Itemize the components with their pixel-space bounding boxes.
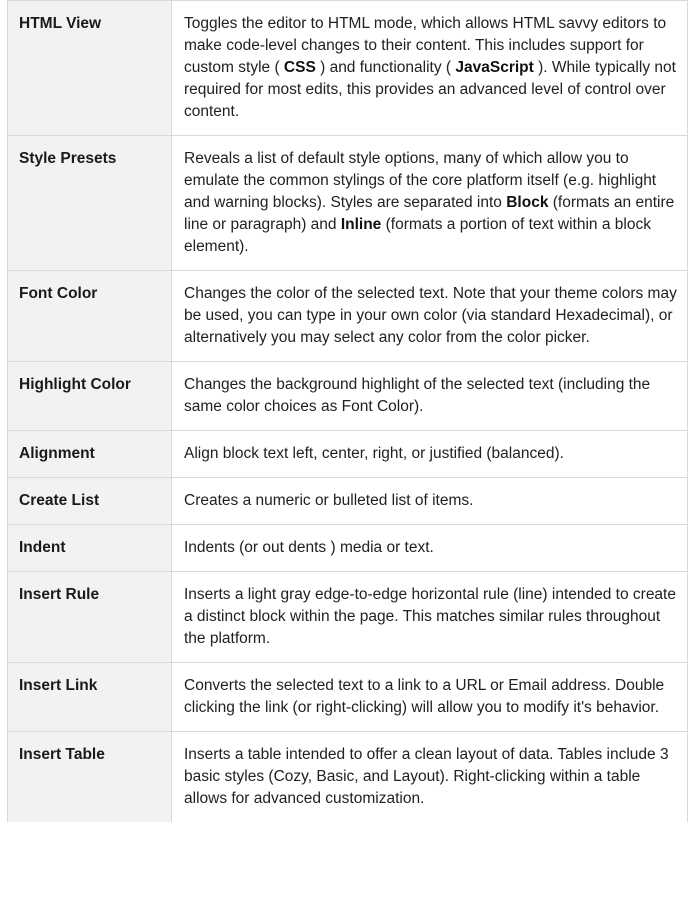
row-term: Alignment: [8, 431, 172, 478]
bold-term: CSS: [283, 59, 316, 76]
row-description: Inserts a light gray edge-to-edge horizontal rule (line) intended to create a distinct block within the page. This matches similar rules throughout the platform.: [172, 572, 688, 663]
table-row: [8, 732, 688, 823]
row-description: Converts the selected text to a link to a URL or Email address. Double clicking the link (or right-clicking) will allow you to modify it's behavior.: [172, 663, 688, 732]
row-description: Changes the background highlight of the selected text (including the same color choices as Font Color).: [172, 362, 688, 431]
bold-term: Inline: [340, 216, 382, 233]
row-term: HTML View: [8, 1, 172, 136]
row-description: Changes the color of the selected text. Note that your theme colors may be used, you can type in your own color (via standard Hexadecimal), or alternatively you may select any color from the color picker.: [172, 271, 688, 362]
row-term: Insert Table: [8, 732, 172, 823]
table-row: [8, 572, 688, 663]
row-term: Create List: [8, 478, 172, 525]
table-row: [8, 478, 688, 525]
row-term: Insert Rule: [8, 572, 172, 663]
row-term: Highlight Color: [8, 362, 172, 431]
feature-table: [7, 0, 688, 822]
row-description: Indents (or out dents ) media or text.: [172, 525, 688, 572]
row-description: Reveals a list of default style options, many of which allow you to emulate the common stylings of the core platform itself (e.g. highlight and warning blocks). Styles are separated into Block (formats an entire line or paragraph) and Inline (formats a portion of text within a block element).: [172, 136, 688, 271]
bold-term: JavaScript: [455, 59, 534, 76]
bold-term: Block: [506, 194, 549, 211]
table-row: [8, 663, 688, 732]
row-term: Style Presets: [8, 136, 172, 271]
row-term: Font Color: [8, 271, 172, 362]
row-description: Toggles the editor to HTML mode, which allows HTML savvy editors to make code-level changes to their content. This includes support for custom style ( CSS ) and functionality ( JavaScript ). While typically not required for most edits, this provides an advanced level of control over content.: [172, 1, 688, 136]
table-row: [8, 271, 688, 362]
row-term: Insert Link: [8, 663, 172, 732]
table-row: [8, 1, 688, 136]
row-term: Indent: [8, 525, 172, 572]
row-description: Align block text left, center, right, or justified (balanced).: [172, 431, 688, 478]
table-row: [8, 525, 688, 572]
table-row: [8, 362, 688, 431]
table-row: [8, 431, 688, 478]
table-row: [8, 136, 688, 271]
row-description: Creates a numeric or bulleted list of items.: [172, 478, 688, 525]
row-description: Inserts a table intended to offer a clean layout of data. Tables include 3 basic styles (Cozy, Basic, and Layout). Right-clicking within a table allows for advanced customization.: [172, 732, 688, 823]
